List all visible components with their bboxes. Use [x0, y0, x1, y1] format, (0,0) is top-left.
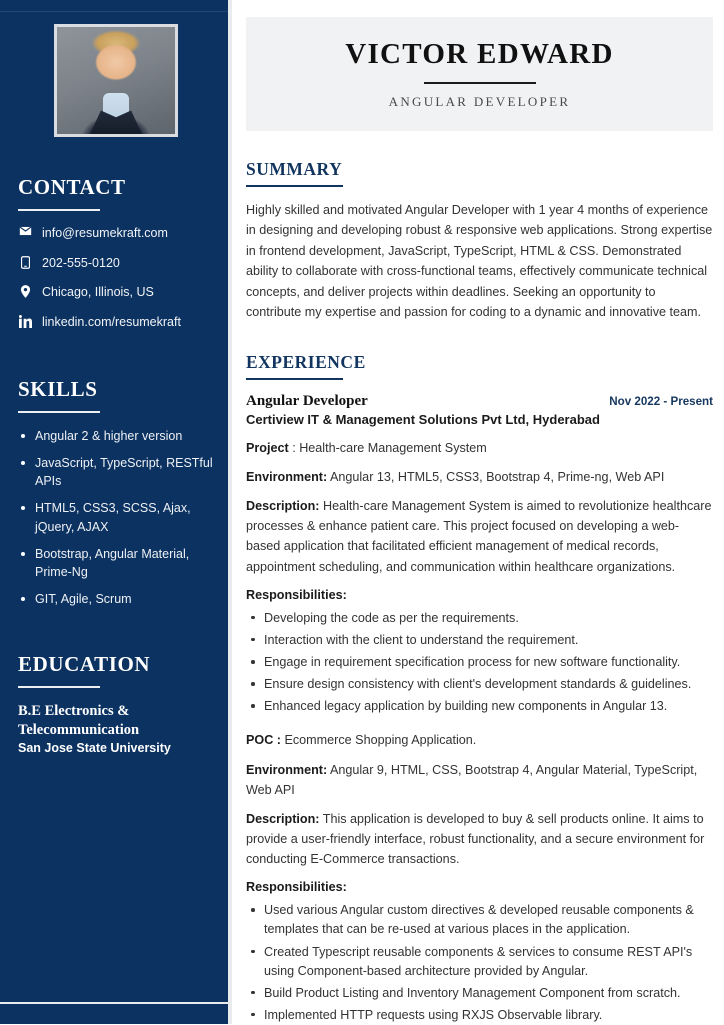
- location-pin-icon: [18, 285, 33, 298]
- project1-environment-value: Angular 13, HTML5, CSS3, Bootstrap 4, Prime-ng, Web API: [327, 470, 665, 485]
- project1-description-label: Description:: [246, 499, 320, 514]
- contact-phone-text: 202-555-0120: [42, 255, 120, 270]
- list-item: Implemented HTTP requests using RXJS Observable library.: [246, 1006, 713, 1025]
- skills-heading: SKILLS: [18, 377, 98, 401]
- list-item: HTML5, CSS3, SCSS, Ajax, jQuery, AJAX: [18, 499, 214, 535]
- job-company: Certiview IT & Management Solutions Pvt Ltd, Hyderabad: [246, 412, 600, 428]
- contact-item-phone[interactable]: [18, 255, 214, 273]
- education-heading-rule: [18, 686, 100, 688]
- project2-environment-label: Environment:: [246, 762, 328, 777]
- linkedin-icon: [18, 315, 33, 328]
- project2-responsibilities-label: Responsibilities:: [246, 880, 347, 895]
- name-divider: [424, 82, 536, 84]
- page-title: VICTOR EDWARD: [345, 38, 614, 70]
- list-item: JavaScript, TypeScript, RESTful APIs: [18, 454, 214, 490]
- project1-responsibilities-list: [246, 609, 713, 717]
- header-name-box: [246, 17, 713, 131]
- project1-line: [246, 438, 713, 458]
- job-role-subtitle: ANGULAR DEVELOPER: [388, 94, 571, 109]
- experience-section: [246, 352, 713, 1025]
- project1-description-line: [246, 496, 713, 577]
- education-school: San Jose State University: [18, 741, 171, 756]
- skills-list: [18, 427, 214, 608]
- skills-heading-rule: [18, 411, 100, 413]
- contact-heading-rule: [18, 209, 100, 211]
- job-title: Angular Developer: [246, 393, 368, 410]
- project1-separator: :: [288, 440, 300, 455]
- list-item: Used various Angular custom directives & developed reusable components & templates that can be re-used at various places in the application.: [246, 901, 713, 939]
- list-item: Angular 2 & higher version: [18, 427, 214, 445]
- project1-label: Project: [246, 440, 289, 455]
- envelope-icon: [18, 226, 33, 236]
- contact-linkedin-text: linkedin.com/resumekraft: [42, 314, 181, 329]
- summary-section: [246, 159, 713, 322]
- list-item: Bootstrap, Angular Material, Prime-Ng: [18, 545, 214, 581]
- main-content: [232, 0, 724, 1024]
- summary-heading: SUMMARY: [246, 159, 343, 179]
- job-header-row: [246, 393, 713, 410]
- summary-heading-rule: [246, 185, 343, 187]
- project1-environment-label: Environment:: [246, 470, 328, 485]
- project2-description-label: Description:: [246, 811, 320, 826]
- project1-value: Health-care Management System: [299, 440, 487, 455]
- contact-heading: CONTACT: [18, 175, 126, 199]
- contact-location-text: Chicago, Illinois, US: [42, 285, 154, 299]
- contact-item-linkedin[interactable]: [18, 314, 214, 332]
- experience-heading-rule: [246, 378, 343, 380]
- list-item: Developing the code as per the requirements.: [246, 609, 713, 628]
- project1-description-value: Health-care Management System is aimed to revolutionize healthcare processes & enhance patient care. This project focused on developing a web-based application that facilitated efficient management of medical records, appointment scheduling, and communication within healthcare organizations.: [246, 499, 712, 574]
- contact-email-text: info@resumekraft.com: [42, 226, 168, 240]
- contact-item-email[interactable]: [18, 225, 214, 243]
- phone-icon: [18, 256, 33, 269]
- education-degree: B.E Electronics & Telecommunication: [18, 703, 140, 738]
- project2-description-value: This application is developed to buy & sell products online. It aims to provide a user-friendly interface, robust functionality, and a secure environment for conducting E-Commerce transactions.: [246, 811, 705, 867]
- project1-responsibilities-label: Responsibilities:: [246, 587, 347, 602]
- page-break-divider: [0, 1002, 232, 1004]
- project2-environment-value: Angular 9, HTML, CSS, Bootstrap 4, Angular Material, TypeScript, Web API: [246, 762, 698, 797]
- summary-text: Highly skilled and motivated Angular Developer with 1 year 4 months of experience in designing and developing robust & responsive web applications. Strong expertise in frontend development, JavaScript, TypeScript, HTML & CSS. Demonstrated ability to collaborate with cross-functional teams, effectively communicate technical concepts, and deliver projects within deadlines. Seeking an opportunity to contribute my expertise and passion for coding to a dynamic and innovative team.: [246, 203, 713, 319]
- project2-label: POC :: [246, 733, 281, 748]
- list-item: Created Typescript reusable components & services to consume REST API's using Component-based architecture provided by Angular.: [246, 943, 713, 981]
- list-item: Ensure design consistency with client's development standards & guidelines.: [246, 675, 713, 694]
- avatar: [54, 24, 178, 137]
- project2-environment-line: [246, 760, 713, 800]
- project2-responsibilities-list: [246, 901, 713, 1025]
- list-item: Enhanced legacy application by building new components in Angular 13.: [246, 697, 713, 716]
- education-heading: EDUCATION: [18, 652, 151, 676]
- list-item: GIT, Agile, Scrum: [18, 590, 214, 608]
- project2-line: [246, 730, 713, 750]
- contact-list: [18, 225, 214, 331]
- sidebar: [0, 0, 232, 1024]
- contact-item-location[interactable]: [18, 284, 214, 302]
- sidebar-top-divider: [0, 11, 228, 12]
- job-date-range: Nov 2022 - Present: [609, 395, 713, 409]
- profile-photo-image: [57, 27, 175, 134]
- project1-environment-line: [246, 467, 713, 487]
- list-item: Build Product Listing and Inventory Management Component from scratch.: [246, 984, 713, 1003]
- list-item: Engage in requirement specification process for new software functionality.: [246, 653, 713, 672]
- experience-heading: EXPERIENCE: [246, 352, 366, 373]
- project2-value: Ecommerce Shopping Application.: [280, 733, 477, 748]
- project2-description-line: [246, 809, 713, 869]
- list-item: Interaction with the client to understand the requirement.: [246, 631, 713, 650]
